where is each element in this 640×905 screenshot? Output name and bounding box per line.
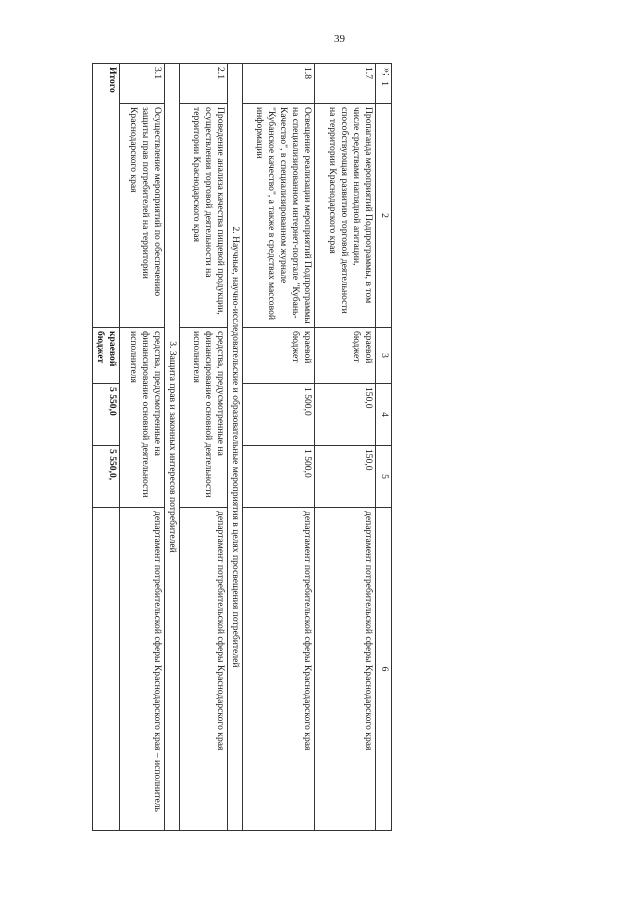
measure-name: Пропаганда мероприятий Подпрограммы, в том числе средствами наглядной агитации, способствующая развитию торговой деятельности на территории Краснодарского края — [315, 104, 376, 328]
table-row — [120, 64, 165, 831]
header-col-1: 1 — [376, 64, 392, 104]
total-label: Итого — [93, 64, 120, 328]
program-measures-table — [92, 63, 392, 831]
table-row — [315, 64, 376, 831]
executor: департамент потребительской сферы Краснодарского края — [243, 508, 315, 831]
total-year-sum: 5 550,0, — [93, 446, 120, 508]
executor: департамент потребительской сферы Краснодарского края — [315, 508, 376, 831]
row-number: 1.8 — [243, 64, 315, 104]
funding-source: краевой бюджет — [315, 328, 376, 384]
rotated-table-container — [95, 63, 392, 830]
year-amount: 1 500,0 — [243, 446, 315, 508]
row-number: 1.7 — [315, 64, 376, 104]
section-heading-row — [228, 64, 243, 831]
funding-source: средства, предусмотренные на финансирование основной деятельности исполнителя — [120, 328, 165, 508]
row-number: 3.1 — [120, 64, 165, 104]
measure-name: Проведение анализа качества пищевой продукции, осуществления торговой деятельности на территории Краснодарского края — [180, 104, 228, 328]
total-row — [93, 64, 120, 831]
header-col-3: 3 — [376, 328, 392, 384]
measure-name: Освещение реализации мероприятий Подпрограммы на специализированном интернет-портале "Кубань-Качество", в специализированном журнале "Кубанское качество", а также в средствах массовой информации — [243, 104, 315, 328]
section-heading-row — [165, 64, 180, 831]
header-col-5: 5 — [376, 446, 392, 508]
table-row — [243, 64, 315, 831]
header-col-4: 4 — [376, 384, 392, 446]
funding-source: средства, предусмотренные на финансирование основной деятельности исполнителя — [180, 328, 228, 508]
total-sum: 5 550,0 — [93, 384, 120, 446]
section-3-title: 3. Защита прав и законных интересов потребителей — [165, 64, 180, 831]
executor: департамент потребительской сферы Краснодарского края — [180, 508, 228, 831]
total-funding-source: краевой бюджет — [93, 328, 120, 384]
year-amount: 150,0 — [315, 446, 376, 508]
executor: департамент потребительской сферы Краснодарского края – исполнитель — [120, 508, 165, 831]
funding-source: краевой бюджет — [243, 328, 315, 384]
header-col-2: 2 — [376, 104, 392, 328]
total-executor-empty — [93, 508, 120, 831]
measure-name: Осуществление мероприятий по обеспечению защиты прав потребителей на территории Краснодарского края — [120, 104, 165, 328]
total-amount: 1 500,0 — [243, 384, 315, 446]
row-number: 2.1 — [180, 64, 228, 104]
section-2-title: 2. Научные, научно-исследовательские и образовательные мероприятия в целях просвещения потребителей — [228, 64, 243, 831]
table-row — [180, 64, 228, 831]
header-col-6: 6 — [376, 508, 392, 831]
total-amount: 150,0 — [315, 384, 376, 446]
closing-quote-mark: »; — [381, 68, 392, 76]
header-row — [376, 64, 392, 831]
page-number: 39 — [334, 33, 345, 45]
